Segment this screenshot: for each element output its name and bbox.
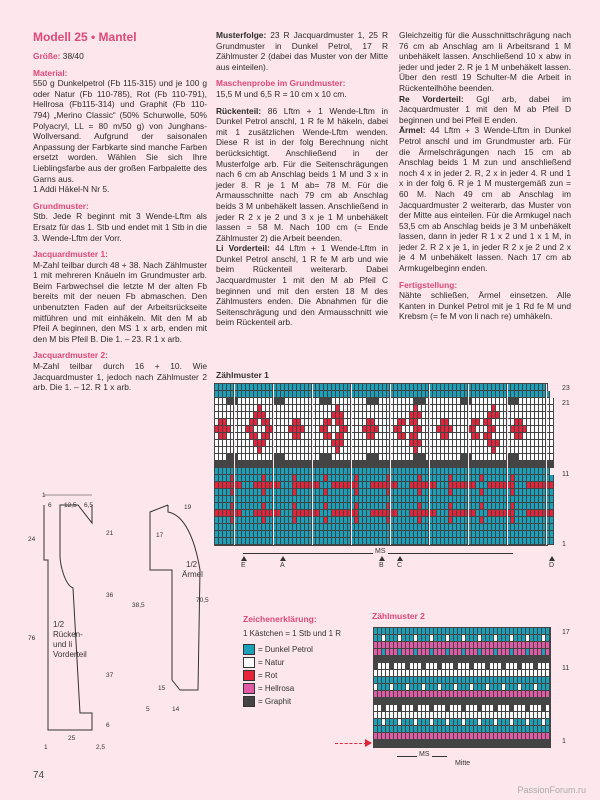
chart1-arrow-label: B xyxy=(379,562,384,569)
chart-cell xyxy=(546,698,550,705)
chart1-arrow-label: A xyxy=(280,562,285,569)
dim-text: 38,5 xyxy=(132,602,145,609)
chart1-row-label: 21 xyxy=(562,400,570,407)
chart1-arrow-marker xyxy=(397,556,403,561)
legend-swatch xyxy=(243,644,255,655)
sleeve-label: Ärmel xyxy=(182,570,203,579)
legend-swatch xyxy=(243,683,255,694)
material-text: 550 g Dunkelpetrol (Fb 115-315) und je 100 g oder Natur (Fb 110-785), Rot (Fb 110-791), Hellrosa (Fb115-314) und Graphit (Fb 110-794) „Merino Classic“ (50% Schurwolle, 50% Polyacryl, LL = 80 m/50 g) von Junghans-Wollversand. Aufgrund der saisonalen Anpassung der Farbkarte sind manche Farben ersetzt worden. Wählen Sie sich Ihre Lieblingsfarbe aus der großen Farbpalette des Garns aus. xyxy=(33,78,207,184)
dim-text: 12,5 xyxy=(64,502,77,509)
column-3 xyxy=(399,30,571,322)
legend-label: = Hellrosa xyxy=(258,684,295,693)
dim-text: 1 xyxy=(42,492,46,499)
legend-label: = Natur xyxy=(258,658,285,667)
chart2-grid xyxy=(373,627,551,748)
legend-label: = Rot xyxy=(258,671,278,680)
dim-text: 24 xyxy=(28,536,36,543)
legend xyxy=(243,614,341,708)
dim-text: 17 xyxy=(156,532,164,539)
dim-text: 5 xyxy=(146,706,150,713)
chart-cell xyxy=(546,719,550,726)
legend-item xyxy=(243,656,341,669)
chart-cell xyxy=(546,733,550,740)
size-value: 38/40 xyxy=(62,51,84,61)
chart2-ms-label: MS xyxy=(419,751,430,758)
chart-cell xyxy=(550,538,554,545)
chart-cell xyxy=(550,482,554,489)
chart-cell xyxy=(550,426,554,433)
page-number: 74 xyxy=(33,770,45,781)
dim-text: 15 xyxy=(158,685,166,692)
dim-text: 21 xyxy=(106,530,114,537)
chart2-red-arrow xyxy=(335,743,367,744)
column-2 xyxy=(216,30,388,328)
legend-items xyxy=(243,643,341,708)
dim-text: 76 xyxy=(28,635,36,642)
chart-cell xyxy=(550,447,554,454)
chart-cell xyxy=(546,726,550,733)
chart-cell xyxy=(550,454,554,461)
chart-cell xyxy=(546,684,550,691)
fertigstellung-text: Nähte schließen, Ärmel einsetzen. Alle Kanten in Dunkel Petrol mit je 1 Rd fe M und Krebsm (= fe M von li nach re) umhäkeln. xyxy=(399,290,571,322)
chart1-arrow-label: D xyxy=(549,562,555,569)
chart-cell xyxy=(550,419,554,426)
chart-cell xyxy=(550,461,554,468)
model-title: Modell 25 • Mantel xyxy=(33,30,137,44)
legend-label: = Dunkel Petrol xyxy=(258,645,313,654)
size-label: Größe: xyxy=(33,51,61,61)
chart1-arrow-marker xyxy=(549,556,555,561)
ausschnitt-text: Gleichzeitig für die Ausschnittschrägung nach 76 cm ab Anschlag am li Arbeitsrand 1 M unbehäkelt lassen. Anschließend 10 x abw in jeder und jeder 2. R je 1 M unbehäkelt lassen. Über den restl 19 Schulter-M die Arbeit in Rückenteilhöhe beenden. xyxy=(399,30,571,93)
chart-cell xyxy=(550,412,554,419)
chart-cell xyxy=(550,433,554,440)
body-schematic xyxy=(20,485,220,755)
rueckenteil-text: 86 Lftm + 1 Wende-Lftm in Dunkel Petrol anschl, 1 R fe M häkeln, dabei mit 1 zusätzlichen Wende-Lftm wenden. Diese R ist in der folg Berechnung nicht berücksichtigt. Anschließend in der Musterfolge arb. Für die Seitenschrägungen nach 6 cm ab Anschlag beids 1 M und 3 x in jeder 8. R je 1 M ab= 78 M. Für die Armausschnitte nach 79 cm ab Anschlag beids 3 M unbehäkelt lassen. Anschließend in jeder R 2 x je 2 und 3 x je 1 M unbehäkelt lassen = 58 M. Nach 100 cm (= Ende Zählmuster 2) die Arbeit beenden. xyxy=(216,105,388,243)
chart-cell xyxy=(546,712,550,719)
chart-cell xyxy=(550,475,554,482)
chart1-arrow-marker xyxy=(241,556,247,561)
chart1-title: Zählmuster 1 xyxy=(216,370,269,380)
chart-cell xyxy=(550,398,554,405)
material-hook: 1 Addi Häkel-N Nr 5. xyxy=(33,184,110,195)
legend-item xyxy=(243,669,341,682)
chart1-arrow-label: E xyxy=(241,562,246,569)
chart-cell xyxy=(547,391,551,398)
chart1-arrow-label: C xyxy=(397,562,403,569)
dim-text: 1 xyxy=(44,744,48,751)
li-vorderteil-text: 44 Lftm + 1 Wende-Lftm in Dunkel Petrol anschl, 1 R fe M arb und wie beim Rückenteil weiterarb. Dabei Jacquardmuster 1 mit den M ab Pfeil C beginnen und mit den ersten 18 M des Zählmusters enden. Die Abnahmen für die Seitenschrägung und den Armausschnitt wie beim Rückenteil arb. xyxy=(216,243,388,328)
chart-cell xyxy=(550,405,554,412)
chart-cell xyxy=(550,440,554,447)
chart-cell xyxy=(546,642,550,649)
chart-cell xyxy=(546,656,550,663)
chart1-grid xyxy=(214,383,548,546)
chart1-row-label: 11 xyxy=(562,471,570,478)
dim-text: 70,5 xyxy=(196,597,209,604)
chart-cell xyxy=(550,503,554,510)
chart-cell xyxy=(550,489,554,496)
re-vorderteil-text: Ggl arb, dabei im Jacquardmuster 1 mit den M ab Pfeil D beginnen und bei Pfeil E enden. xyxy=(399,93,572,125)
musterfolge-text: 23 R Jacquardmuster 1, 25 R Grundmuster in Dunkel Petrol, 17 R Zählmuster 2 (dabei das Muster von der Mitte aus einteilen). xyxy=(216,30,388,72)
legend-item xyxy=(243,695,341,708)
legend-swatch xyxy=(243,657,255,668)
chart-cell xyxy=(546,691,550,698)
chart-cell xyxy=(550,531,554,538)
dim-text: 6 xyxy=(106,722,110,729)
material-label: Material: xyxy=(33,67,68,78)
li-vorderteil-label: Li Vorderteil: xyxy=(216,243,270,254)
dim-text: 36 xyxy=(106,592,114,599)
jacquard2-label: Jacquardmuster 2: xyxy=(33,350,108,361)
chart-cell xyxy=(543,384,547,391)
chart2-row-label: 1 xyxy=(562,738,566,745)
body-label: und li xyxy=(53,640,73,649)
dim-text: 14 xyxy=(172,706,180,713)
chart1-row-label: 1 xyxy=(562,541,566,548)
chart2-red-arrowhead xyxy=(365,739,372,747)
chart-cell xyxy=(546,740,550,747)
chart-cell xyxy=(546,705,550,712)
legend-item xyxy=(243,643,341,656)
dim-text: 37 xyxy=(106,672,114,679)
chart-cell xyxy=(550,510,554,517)
chart2-title: Zählmuster 2 xyxy=(372,611,425,621)
sleeve-label: 1/2 xyxy=(186,560,198,569)
aermel-text: 44 Lftm + 3 Wende-Lftm in Dunkel Petrol anschl und im Grundmuster arb. Für die Ärmelschrägungen nach 15 cm ab Anschlag beids 1 M zun und anschließend noch 4 x in jeder 2. R, 2 x in jeder 4. R und 1 x in der folg 6. R je 1 M mustergemäß zun = 60 M. Nach 49 cm ab Anschlag im Jacquardmuster 2 weiterarb, das Muster von der Mitte aus einteilen. Für die Armkugel nach 53,5 cm ab Anschlag beids je 3 M unbehäkelt lassen, dann in jeder R 1 x 2 und 1 x 1 M, in jeder 2. R 2 x je 1, in jeder R 2 x je 2 und 2 x je 4 M unbehäkelt lassen. Nach 17 cm ab Armkugelbeginn enden. xyxy=(399,125,571,274)
legend-item xyxy=(243,682,341,695)
chart-cell xyxy=(547,468,551,475)
chart-cell xyxy=(546,663,550,670)
rueckenteil-label: Rückenteil: xyxy=(216,105,262,116)
chart2-row-label: 17 xyxy=(562,629,570,636)
chart-cell xyxy=(546,649,550,656)
jacquard2-text: M-Zahl teilbar durch 16 + 10. Wie Jacquardmuster 1, jedoch nach Zählmuster 2 arb. Die 1. – 12. R 1 x arb. xyxy=(33,361,207,393)
chart-cell xyxy=(546,635,550,642)
chart-cell xyxy=(550,517,554,524)
legend-label: = Graphit xyxy=(258,697,292,706)
chart1-arrow-marker xyxy=(280,556,286,561)
column-1 xyxy=(33,30,207,393)
chart2-mitte-label: Mitte xyxy=(455,760,471,767)
chart2-row-label: 11 xyxy=(562,665,570,672)
re-vorderteil-label: Re Vorderteil: xyxy=(399,93,464,104)
jacquard1-text: M-Zahl teilbar durch 48 + 38. Nach Zählmuster 1 mit mehreren Knäueln im Grundmuster arb. Beim Farbwechsel die letzte M der alten Fb bereits mit der neuen Fb abmaschen. Den unbenutzten Faden auf der Arbeitsrückseite mitführen und mit einhäkeln. Mit den M ab Pfeil A beginnen, den MS 1 x arb, enden mit den M bis Pfeil B. Die 1. – 23. R 1 x arb. xyxy=(33,259,207,344)
chart1-ms-label: MS xyxy=(375,548,386,555)
legend-swatch xyxy=(243,696,255,707)
chart-cell xyxy=(546,628,550,635)
chart-cell xyxy=(550,496,554,503)
legend-title: Zeichenerklärung: xyxy=(243,614,317,624)
body-label: 1/2 xyxy=(53,620,65,629)
body-label: Vorderteil xyxy=(53,650,87,659)
chart-cell xyxy=(550,524,554,531)
grundmuster-text: Stb. Jede R beginnt mit 3 Wende-Lftm als Ersatz für das 1. Stb und endet mit 1 Stb in die 3. Wende-Lftm der Vorr. xyxy=(33,211,207,243)
aermel-label: Ärmel: xyxy=(399,125,426,136)
body-label: Rücken- xyxy=(53,630,83,639)
maschenprobe-text: 15,5 M und 6,5 R = 10 cm x 10 cm. xyxy=(216,88,347,99)
legend-swatch xyxy=(243,670,255,681)
maschenprobe-label: Maschenprobe im Grundmuster: xyxy=(216,78,346,89)
grundmuster-label: Grundmuster: xyxy=(33,200,89,211)
chart-cell xyxy=(546,677,550,684)
jacquard1-label: Jacquardmuster 1: xyxy=(33,249,108,260)
fertigstellung-label: Fertigstellung: xyxy=(399,279,458,290)
chart1-row-label: 23 xyxy=(562,385,570,392)
chart1-arrow-marker xyxy=(379,556,385,561)
dim-text: 25 xyxy=(68,735,76,742)
legend-subtitle: 1 Kästchen = 1 Stb und 1 R xyxy=(243,629,342,638)
musterfolge-label: Musterfolge: xyxy=(216,30,267,40)
dim-text: 6,5 xyxy=(84,502,94,509)
watermark: PassionForum.ru xyxy=(517,785,586,795)
chart-cell xyxy=(546,670,550,677)
dim-text: 6 xyxy=(48,502,52,509)
dim-text: 19 xyxy=(184,504,192,511)
dim-text: 2,5 xyxy=(96,744,106,751)
